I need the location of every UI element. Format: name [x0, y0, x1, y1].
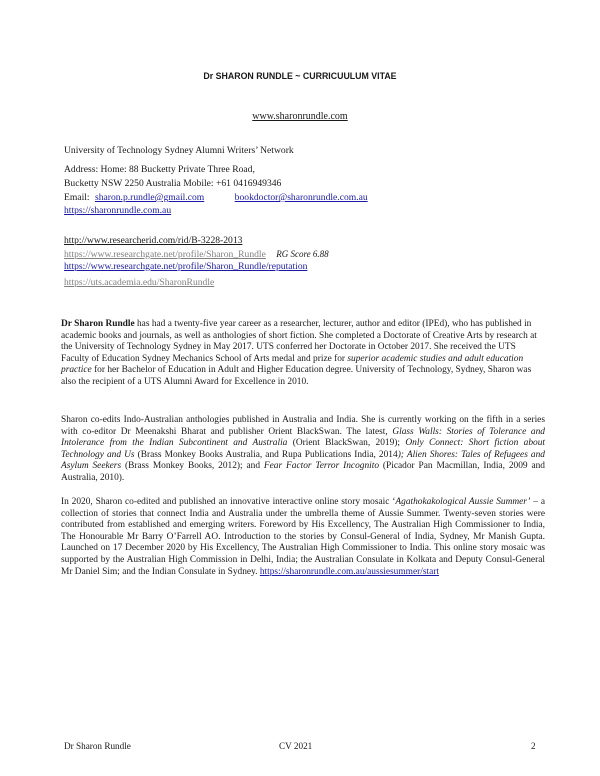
rg-score: RG Score 6.88 [276, 249, 329, 259]
homepage-link-text[interactable]: https://sharonrundle.com.au [64, 205, 172, 216]
bio-p2-alien-shores: ); Alien Shores: Tales of Refugees and Asylum Seekers [61, 449, 545, 472]
bio-p2-text-c: (Brass Monkey Books Australia, and Rupa Publications India, 2014 [134, 449, 398, 460]
aussie-summer-link[interactable]: https://sharonrundle.com.au/aussiesummer/start [259, 566, 439, 577]
bio-p1-text-a: has had a twenty-five year career as a researcher, lecturer, author and editor (IPEd), who has published in academic books and journals, as well as anthologies of short fiction. She completed a Doctorate of Creative Arts by research at the University of Technology Sydney in May 2017. UTS conferred her Doctorate in October 2017. She received the UTS Faculty of Education Sydney Mechanics School of Arts medal and prize for [61, 319, 537, 364]
bio-p3-text-b: – a collection of stories that connect India and Australia under the umbrella theme of Aussie Summer. Twenty-seven stories were contributed from established and emerging writers. Foreword by His Excellency, The Australian High Commissioner to India, The Honourable Mr Barry O’Farrell AO. Introduction to the stories by Consul-General of India, Sydney, Mr Manish Gupta. Launched on 17 December 2020 by His Excellency, The Australian High Commissioner to India. This online story mosaic was supported by the Australian High Commission in Delhi, India; the Australian Consulate in Kolkata and Deputy Consul-General Mr Daniel Sim; and the Indian Consulate in Sydney. [61, 497, 545, 577]
bio-paragraph-3 [61, 497, 545, 578]
bio-paragraph-1 [61, 319, 545, 389]
footer-author: Dr Sharon Rundle [64, 741, 131, 751]
researchgate-line [64, 248, 329, 261]
address-line-1: Address: Home: 88 Bucketty Private Three Road, [64, 164, 255, 175]
researchgate-link[interactable]: https://www.researchgate.net/profile/Sharon_Rundle [64, 249, 266, 260]
bio-p2-text-d: (Brass Monkey Books, 2012); and [121, 461, 264, 472]
researcherid-link[interactable]: http://www.researcherid.com/rid/B-3228-2013 [64, 235, 243, 246]
footer-cv-year: CV 2021 [279, 741, 313, 751]
email-label: Email: [64, 192, 90, 203]
bio-name: Dr Sharon Rundle [61, 319, 135, 329]
bio-p1-award: superior academic studies and adult education practice [61, 353, 524, 376]
email-link-primary[interactable]: sharon.p.rundle@gmail.com [94, 192, 205, 203]
bio-p1-text-b: for her Bachelor of Education in Adult and Higher Education degree. University of Technology, Sydney, Sharon was also the recipient of a UTS Alumni Award for Excellence in 2010. [61, 365, 532, 387]
reputation-link[interactable]: https://www.researchgate.net/profile/Sharon_Rundle/reputation [64, 261, 308, 272]
footer-page-number: 2 [531, 741, 536, 751]
researcherid-line [64, 235, 242, 247]
bio-p2-text-e: (Picador Pan Macmillan, India, 2009 and Australia, 2010). [61, 461, 545, 483]
email-link-secondary[interactable]: bookdoctor@sharonrundle.com.au [234, 192, 368, 203]
bio-p3-text-a: In 2020, Sharon co-edited and published an innovative interactive online story mosaic ‘ [61, 497, 396, 507]
alumni-network: University of Technology Sydney Alumni Writers’ Network [64, 145, 294, 156]
website-link[interactable]: www.sharonrundle.com [252, 111, 348, 122]
bio-p2-fear-factor: Fear Factor Terror Incognito [263, 461, 380, 472]
bio-p3-mosaic-title: Agathokakological Aussie Summer’ [395, 497, 531, 507]
bio-p2-text-b: (Orient BlackSwan, 2019); [287, 438, 406, 449]
bio-p2-text-a: Sharon co-edits Indo-Australian anthologies published in Australia and India. She is currently working on the fifth in a series with co-editor Dr Meenakshi Bharat and publisher Orient BlackSwan. The latest, [61, 415, 545, 437]
email-line [64, 192, 368, 204]
document-title: Dr SHARON RUNDLE ~ CURRICUULUM VITAE [203, 71, 397, 81]
website-line [0, 111, 600, 122]
reputation-line [64, 261, 307, 273]
bio-p2-only-connect: Only Connect: Short fiction about Technology and Us [61, 438, 546, 460]
bio-p2-glass-walls: Glass Walls: Stories of Tolerance and Intolerance from the Indian Subcontinent and Australia [61, 426, 545, 449]
bio-paragraph-2 [61, 415, 545, 485]
address-line-2: Bucketty NSW 2250 Australia Mobile: +61 0416949346 [64, 178, 282, 189]
homepage-link[interactable] [64, 205, 171, 217]
academia-link[interactable]: https://uts.academia.edu/SharonRundle [64, 277, 215, 288]
academia-line [64, 277, 214, 289]
